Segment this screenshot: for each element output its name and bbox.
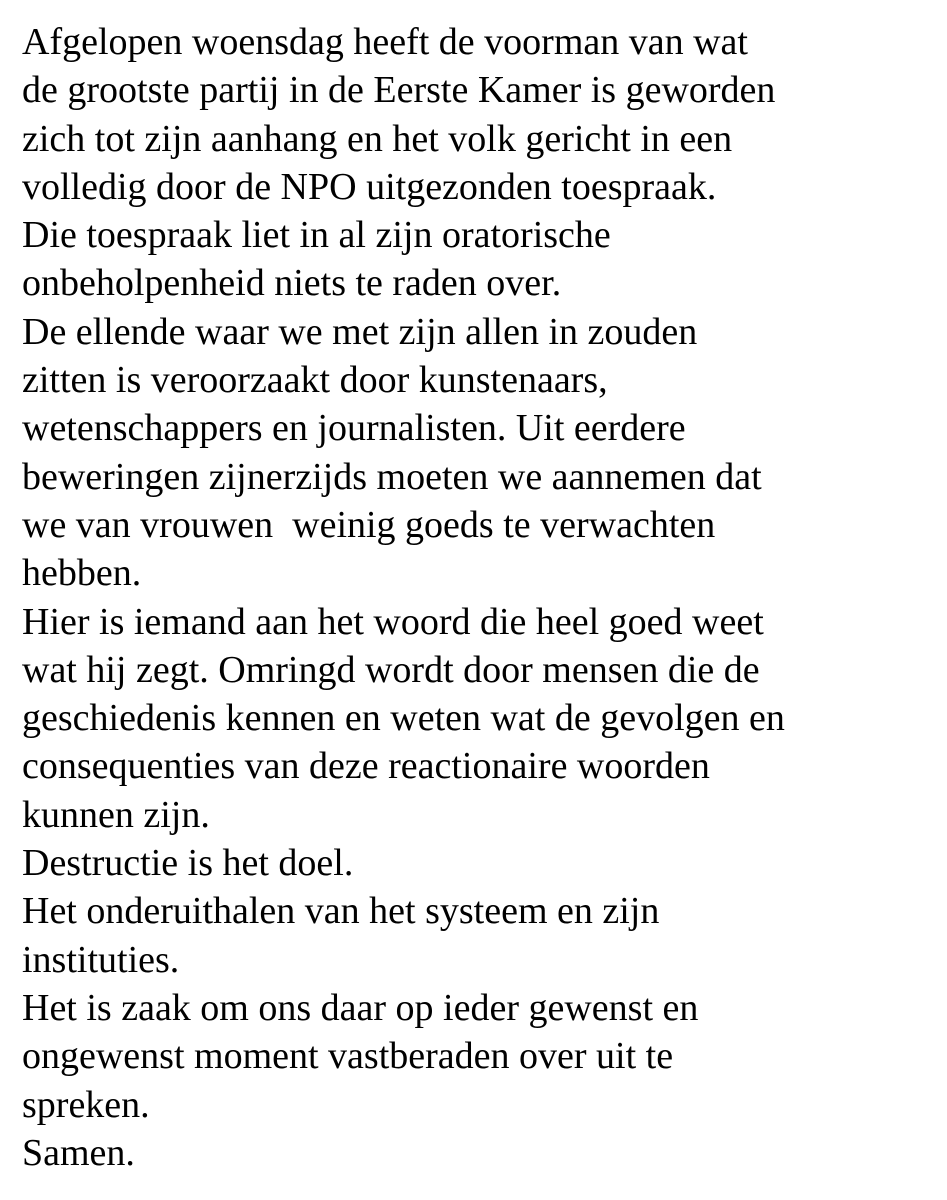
text-line: Het onderuithalen van het systeem en zijn [22, 890, 660, 933]
text-line: beweringen zijnerzijds moeten we aannemen dat [22, 455, 762, 498]
text-line: ongewenst moment vastberaden over uit te [22, 1035, 674, 1078]
text-line: de grootste partij in de Eerste Kamer is geworden [22, 69, 776, 112]
text-line: wetenschappers en journalisten. Uit eerdere [22, 407, 686, 450]
text-line: Die toespraak liet in al zijn oratorische [22, 214, 611, 257]
text-line: geschiedenis kennen en weten wat de gevolgen en [22, 697, 785, 740]
text-line: Het is zaak om ons daar op ieder gewenst en [22, 986, 699, 1029]
document-body [22, 18, 785, 1177]
text-line: we van vrouwen weinig goeds te verwachten [22, 503, 716, 546]
text-line: hebben. [22, 552, 142, 595]
text-line: zich tot zijn aanhang en het volk gericht in een [22, 117, 733, 160]
text-line: wat hij zegt. Omringd wordt door mensen die de [22, 648, 760, 691]
text-line: Destructie is het doel. [22, 842, 354, 885]
text-line: Hier is iemand aan het woord die heel goed weet [22, 600, 764, 643]
text-line: instituties. [22, 938, 180, 981]
text-line: spreken. [22, 1083, 150, 1126]
text-line: volledig door de NPO uitgezonden toespraak. [22, 165, 717, 208]
text-line: zitten is veroorzaakt door kunstenaars, [22, 359, 608, 402]
text-line: kunnen zijn. [22, 793, 210, 836]
text-line: De ellende waar we met zijn allen in zouden [22, 310, 698, 353]
text-line: onbeholpenheid niets te raden over. [22, 262, 562, 305]
text-line: Samen. [22, 1131, 135, 1174]
text-line: Afgelopen woensdag heeft de voorman van wat [22, 21, 748, 63]
text-line: consequenties van deze reactionaire woorden [22, 745, 710, 788]
